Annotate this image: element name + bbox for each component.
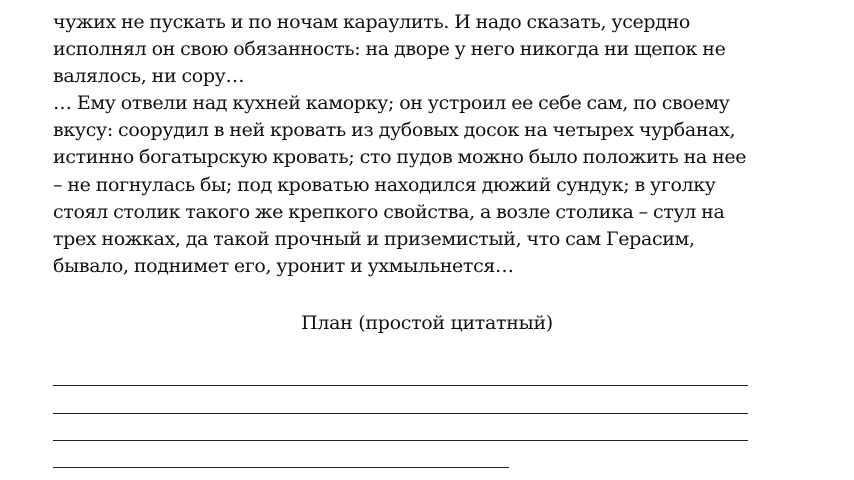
answer-line[interactable] (53, 467, 509, 468)
passage-line: вкусу: соорудил в ней кровать из дубовых досок на четырех чурбанах, (53, 119, 736, 142)
answer-line[interactable] (53, 385, 748, 386)
passage-line: валялось, ни сору… (53, 65, 245, 88)
passage-line: бывало, поднимет его, уронит и ухмыльнется… (53, 254, 514, 277)
passage-text (53, 9, 843, 280)
passage-line: истинно богатырскую кровать; сто пудов можно было положить на нее (53, 146, 747, 169)
passage-line: – не погнулась бы; под кроватью находился дюжий сундук; в уголку (53, 173, 716, 196)
answer-line[interactable] (53, 440, 748, 441)
passage-line: трех ножках, да такой прочный и приземистый, что сам Герасим, (53, 227, 695, 250)
passage-line: стоял столик такого же крепкого свойства, а возле столика – стул на (53, 200, 725, 223)
passage-line: исполнял он свою обязанность: на дворе у него никогда ни щепок не (53, 38, 726, 61)
answer-line[interactable] (53, 413, 748, 414)
passage-line: … Ему отвели над кухней каморку; он устроил ее себе сам, по своему (53, 92, 730, 115)
passage-line: чужих не пускать и по ночам караулить. И надо сказать, усердно (53, 11, 690, 33)
plan-title: План (простой цитатный) (301, 312, 553, 334)
